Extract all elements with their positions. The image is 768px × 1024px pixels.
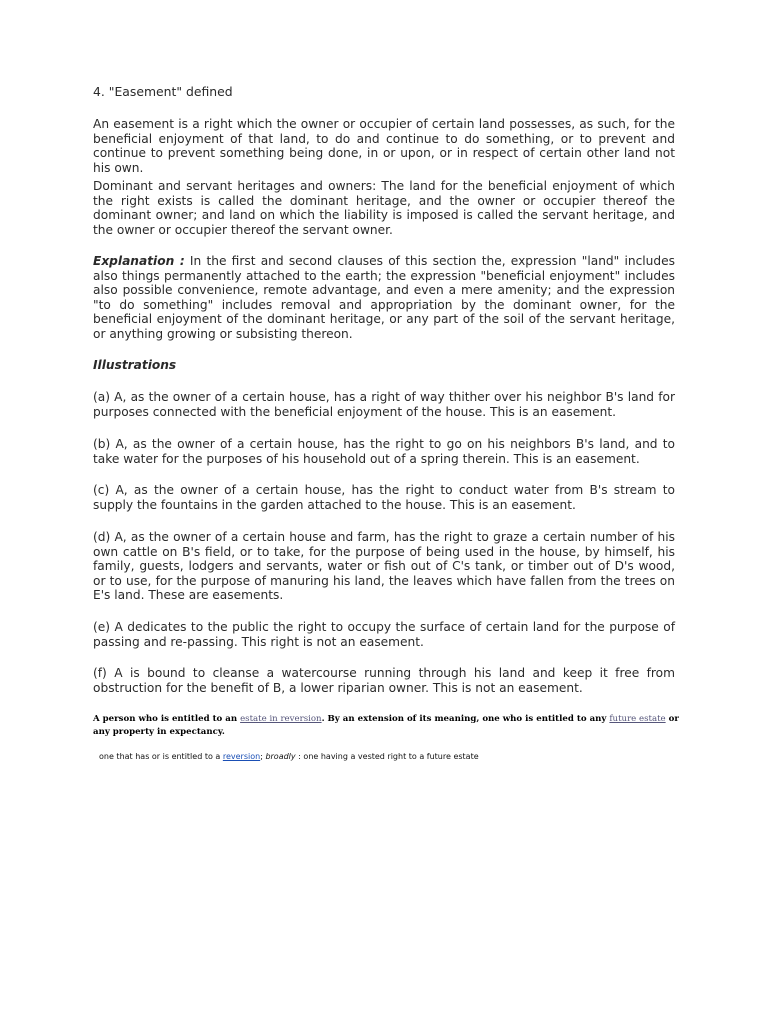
illustration-d: (d) A, as the owner of a certain house and farm, has the right to graze a certain number of his own cattle on B's field, or to take, for the purpose of being used in the house, by himself, his family, guests, lodgers and servants, water or fish out of C's tank, or timber out of D's wood, or to use, for the purpose of manuring his land, the leaves which have fallen from the trees on E's land. These are easements. <box>93 530 675 603</box>
definition-text: ; <box>260 752 266 761</box>
illustration-b: (b) A, as the owner of a certain house, has the right to go on his neighbors B's land, and to take water for the purposes of his household out of a spring therein. This is an easement. <box>93 437 675 466</box>
definition-text: A person who is entitled to an <box>93 714 241 724</box>
estate-in-reversion-link[interactable]: estate in reversion <box>240 714 322 724</box>
illustration-e: (e) A dedicates to the public the right to occupy the surface of certain land for the purpose of passing and re-passing. This right is not an easement. <box>93 620 675 649</box>
easement-definition-paragraph: An easement is a right which the owner or occupier of certain land possesses, as such, for the beneficial enjoyment of that land, to do and continue to do something, or to prevent and continue to prevent something being done, in or upon, or in respect of certain other land not his own. <box>93 117 675 175</box>
explanation-paragraph <box>93 254 675 342</box>
illustrations-heading: Illustrations <box>93 358 177 372</box>
dominant-servant-paragraph: Dominant and servant heritages and owners: The land for the beneficial enjoyment of which the right exists is called the dominant heritage, and the owner or occupier thereof the dominant owner; and land on which the liability is imposed is called the servant heritage, and the owner or occupier thereof the servant owner. <box>93 179 675 237</box>
illustration-f: (f) A is bound to cleanse a watercourse running through his land and keep it free from obstruction for the benefit of B, a lower riparian owner. This is not an easement. <box>93 666 675 695</box>
definition-text: one that has or is entitled to a <box>99 752 223 761</box>
definition-text: : one having a vested right to a future estate <box>295 752 479 761</box>
reversioner-definition <box>93 713 683 740</box>
illustration-a: (a) A, as the owner of a certain house, has a right of way thither over his neighbor B's land for purposes connected with the beneficial enjoyment of the house. This is an easement. <box>93 390 675 419</box>
definition-text: . By an extension of its meaning, one who is entitled to any <box>321 714 610 724</box>
illustration-c: (c) A, as the owner of a certain house, has the right to conduct water from B's stream to supply the fountains in the garden attached to the house. This is an easement. <box>93 483 675 512</box>
section-heading: 4. "Easement" defined <box>93 84 233 99</box>
future-estate-link[interactable]: future estate <box>609 714 666 724</box>
reversion-link[interactable]: reversion <box>222 752 261 761</box>
dictionary-definition <box>99 751 699 762</box>
broadly-label: broadly <box>265 752 296 761</box>
definition-text: or any property in expectancy. <box>93 714 679 738</box>
explanation-text: In the first and second clauses of this section the, expression "land" includes also things permanently attached to the earth; the expression "beneficial enjoyment" includes also possible convenience, remote advantage, and even a mere amenity; and the expression "to do something" includes removal and appropriation by the dominant owner, for the beneficial enjoyment of the dominant heritage, or any part of the soil of the servant heritage, or anything growing or subsisting thereon. <box>93 254 675 341</box>
explanation-label: Explanation : <box>93 254 185 268</box>
